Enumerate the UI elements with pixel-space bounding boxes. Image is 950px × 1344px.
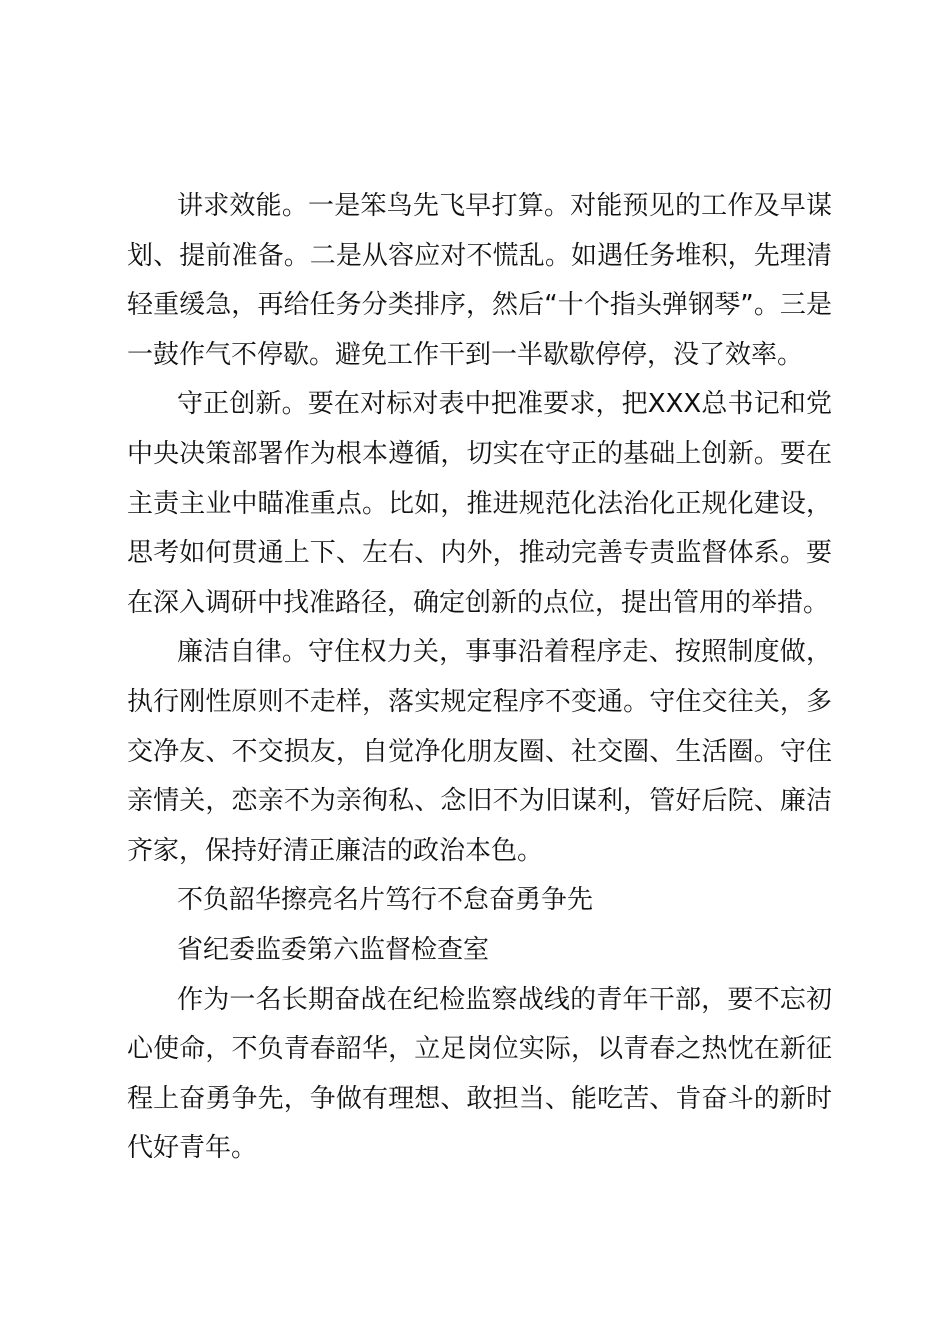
paragraph-innovation: 守正创新。要在对标对表中把准要求，把XXX总书记和党中央决策部署作为根本遵循，切实在守正的基础上创新。要在主责主业中瞄准重点。比如，推进规范化法治化正规化建设，思考如何贯通上下、左右、内外，推动完善专责监督体系。要在深入调研中找准路径，确定创新的点位，提出管用的举措。 (127, 389, 832, 618)
paragraph-youth: 作为一名长期奋战在纪检监察战线的青年干部，要不忘初心使命，不负青春韶华，立足岗位实际，以青春之热忱在新征程上奋勇争先，争做有理想、敢担当、能吃苦、肯奋斗的新时代好青年。 (127, 984, 832, 1164)
section-heading: 不负韶华擦亮名片笃行不怠奋勇争先 (177, 885, 594, 916)
paragraph-efficiency: 讲求效能。一是笨鸟先飞早打算。对能预见的工作及早谋划、提前准备。二是从容应对不慌乱。如遇任务堆积，先理清轻重缓急，再给任务分类排序，然后“十个指头弹钢琴”。三是一鼓作气不停歇。避免工作干到一半歇歇停停，没了效率。 (127, 191, 832, 370)
paragraph-integrity: 廉洁自律。守住权力关，事事沿着程序走、按照制度做，执行刚性原则不走样，落实规定程序不变通。守住交往关，多交净友、不交损友，自觉净化朋友圈、社交圈、生活圈。守住亲情关，恋亲不为亲徇私、念旧不为旧谋利，管好后院、廉洁齐家，保持好清正廉洁的政治本色。 (127, 637, 832, 866)
section-author: 省纪委监委第六监督检查室 (177, 934, 490, 965)
document-body (127, 182, 832, 1174)
